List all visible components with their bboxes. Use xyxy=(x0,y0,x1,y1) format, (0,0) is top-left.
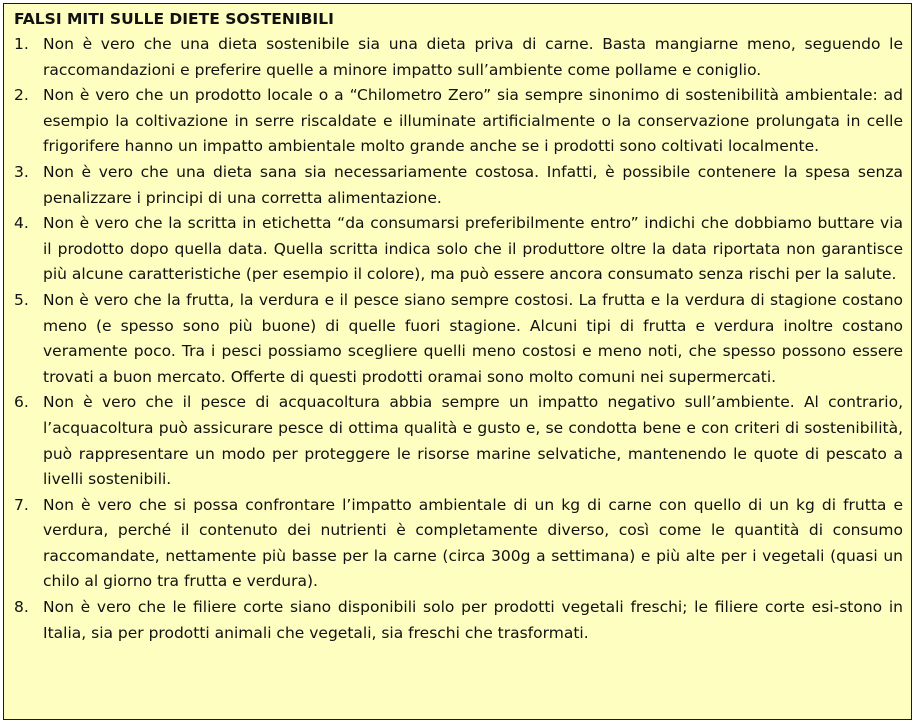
list-item xyxy=(14,288,903,390)
myths-box xyxy=(3,3,912,720)
list-item xyxy=(14,211,903,288)
item-number: 4. xyxy=(14,214,29,233)
item-text: Non è vero che si possa confrontare l’impatto ambientale di un kg di carne con quello di un kg di frutta e verdura, perché il contenuto dei nutrienti è completamente diverso, così come le quantità di consumo raccomandate, nettamente più basse per la carne (circa 300g a settimana) e più alte per i vegetali (quasi un chilo al giorno tra frutta e verdura). xyxy=(43,495,903,591)
list-item xyxy=(14,32,903,83)
list-item xyxy=(14,493,903,595)
item-text: Non è vero che la scritta in etichetta “da consumarsi preferibilmente entro” indichi che dobbiamo buttare via il prodotto dopo quella data. Quella scritta indica solo che il produttore oltre la data riportata non garantisce più alcune caratteristiche (per esempio il colore), ma può essere ancora consumato senza rischi per la salute. xyxy=(43,214,903,284)
myths-list xyxy=(14,32,903,646)
item-number: 1. xyxy=(14,35,29,53)
list-item xyxy=(14,390,903,492)
item-number: 5. xyxy=(14,290,29,309)
item-text: Non è vero che la frutta, la verdura e il pesce siano sempre costosi. La frutta e la verdura di stagione costano meno (e spesso sono più buone) di quelle fuori stagione. Alcuni tipi di frutta e verdura inoltre costano veramente poco. Tra i pesci possiamo scegliere quelli meno costosi e meno noti, che spesso possono essere trovati a buon mercato. Offerte di questi prodotti oramai sono molto comuni nei supermercati. xyxy=(43,290,903,386)
item-number: 3. xyxy=(14,162,29,181)
item-text: Non è vero che un prodotto locale o a “Chilometro Zero” sia sempre sinonimo di sostenibilità ambientale: ad esempio la coltivazione in serre riscaldate e illuminate artificialmente o la conservazione prolungata in celle frigorifere hanno un impatto ambientale molto grande anche se i prodotti sono coltivati localmente. xyxy=(43,86,903,156)
item-text: Non è vero che una dieta sostenibile sia una dieta priva di carne. Basta mangiarne meno, seguendo le raccomandazioni e preferire quelle a minore impatto sull’ambiente come pollame e coniglio. xyxy=(43,35,903,79)
item-text: Non è vero che una dieta sana sia necessariamente costosa. Infatti, è possibile contenere la spesa senza penalizzare i principi di una corretta alimentazione. xyxy=(43,162,903,207)
list-item xyxy=(14,83,903,160)
item-number: 8. xyxy=(14,598,29,617)
list-item xyxy=(14,160,903,211)
item-number: 6. xyxy=(14,393,29,412)
item-number: 2. xyxy=(14,86,29,105)
document-title: FALSI MITI SULLE DIETE SOSTENIBILI xyxy=(14,10,334,28)
list-item xyxy=(14,595,903,646)
item-text: Non è vero che il pesce di acquacoltura abbia sempre un impatto negativo sull’ambiente. Al contrario, l’acquacoltura può assicurare pesce di ottima qualità e gusto e, se condotta bene e con criteri di sostenibilità, può rappresentare un modo per proteggere le risorse marine selvatiche, mantenendo le quote di pescato a livelli sostenibili. xyxy=(43,393,903,489)
item-number: 7. xyxy=(14,495,29,514)
item-text: Non è vero che le filiere corte siano disponibili solo per prodotti vegetali freschi; le filiere corte esi-stono in Italia, sia per prodotti animali che vegetali, sia freschi che trasformati. xyxy=(43,598,903,642)
